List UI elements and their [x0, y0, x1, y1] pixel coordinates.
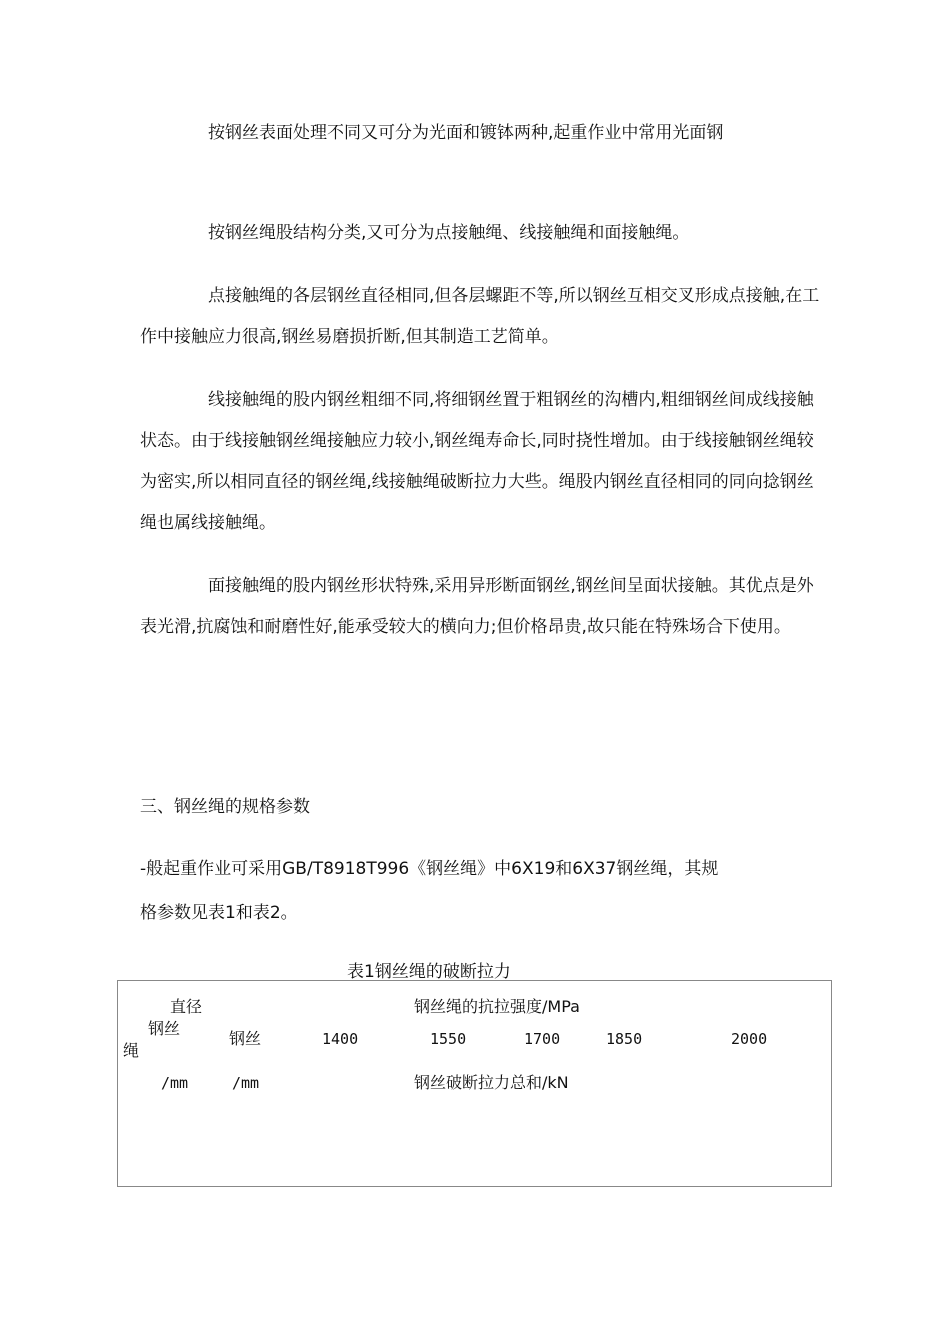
paragraph-strand-structure: 按钢丝绳股结构分类,又可分为点接触绳、线接触绳和面接触绳。	[208, 223, 690, 243]
section-intro-line-1: -般起重作业可采用GB/T8918T996《钢丝绳》中6X19和6X37钢丝绳，其规	[140, 859, 719, 879]
col-wire-label: 钢丝	[229, 1029, 262, 1048]
paragraph-point-contact: 点接触绳的各层钢丝直径相同,但各层螺距不等,所以钢丝互相交叉形成点接触,在工作中接触应力很高,钢丝易磨损折断,但其制造工艺简单。	[140, 286, 820, 347]
unit-rope-diameter: /mm	[161, 1074, 189, 1092]
table-caption: 表1钢丝绳的破断拉力	[347, 962, 511, 982]
breaking-force-label: 钢丝破断拉力总和/kN	[414, 1073, 569, 1092]
paragraph-surface-contact: 面接触绳的股内钢丝形状特殊,采用异形断面钢丝,钢丝间呈面状接触。其优点是外表光滑,抗腐蚀和耐磨性好,能承受较大的横向力;但价格昂贵,故只能在特殊场合下使用。	[140, 576, 814, 637]
strength-2000: 2000	[731, 1030, 768, 1048]
strength-1550: 1550	[430, 1030, 467, 1048]
unit-wire-diameter: /mm	[232, 1074, 260, 1092]
paragraph-line-contact: 线接触绳的股内钢丝粗细不同,将细钢丝置于粗钢丝的沟槽内,粗细钢丝间成线接触状态。由于线接触钢丝绳接触应力较小,钢丝绳寿命长,同时挠性增加。由于线接触钢丝绳较为密实,所以相同直径的钢丝绳,线接触绳破断拉力大些。绳股内钢丝直径相同的同向捻钢丝绳也属线接触绳。	[140, 390, 814, 533]
strength-1400: 1400	[322, 1030, 359, 1048]
paragraph-surface-treatment: 按钢丝表面处理不同又可分为光面和镀钵两种,起重作业中常用光面钢	[208, 123, 724, 143]
header-tensile-strength: 钢丝绳的抗拉强度/MPa	[414, 997, 580, 1016]
strength-1850: 1850	[606, 1030, 643, 1048]
header-diameter: 直径	[170, 997, 203, 1016]
section-heading: 三、钢丝绳的规格参数	[140, 797, 310, 817]
section-intro-line-2: 格参数见表1和表2。	[140, 903, 298, 923]
strength-1700: 1700	[524, 1030, 561, 1048]
col-rope-label-bottom: 绳	[123, 1041, 140, 1060]
breaking-force-table	[117, 980, 832, 1187]
col-rope-label-top: 钢丝	[148, 1019, 181, 1038]
